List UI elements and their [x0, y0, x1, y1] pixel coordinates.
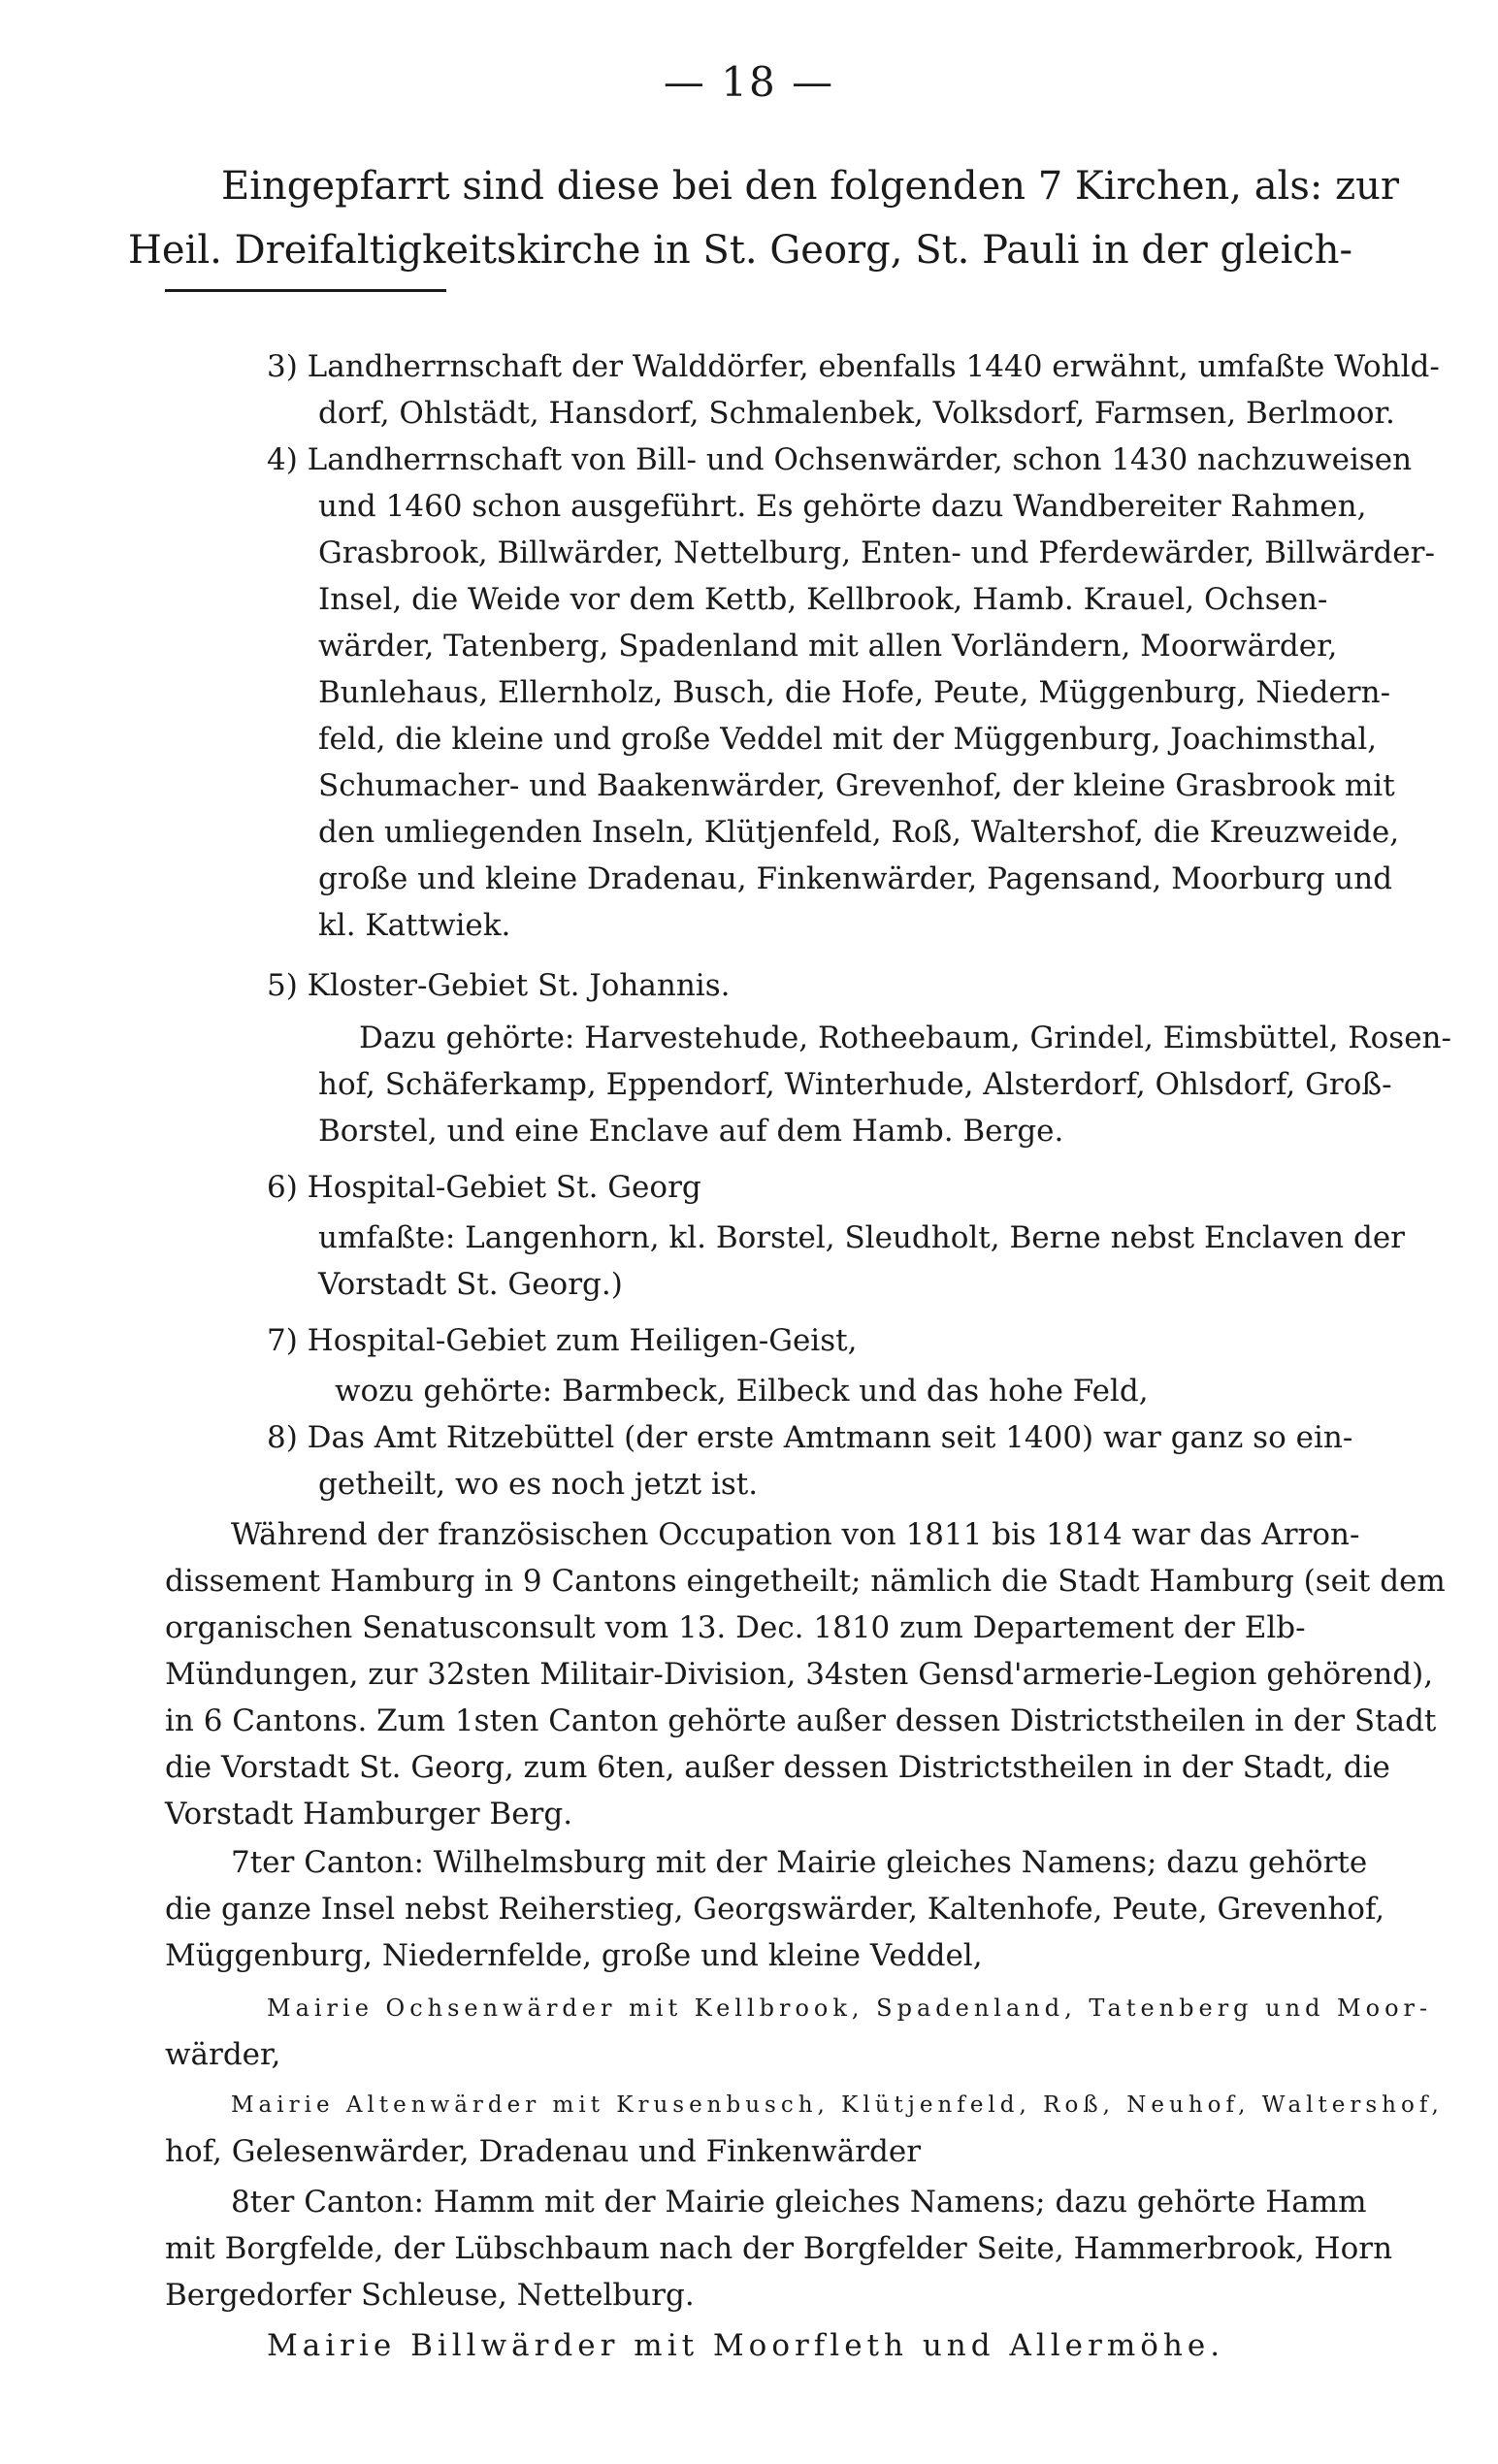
intro-line: Eingepfarrt sind diese bei den folgenden 7 Kirchen, als: zur	[221, 164, 1400, 209]
text-line: Grasbrook, Billwärder, Nettelburg, Enten- und Pferdewärder, Billwärder-	[318, 535, 1435, 570]
text-line: organischen Senatusconsult vom 13. Dec. 1810 zum Departement der Elb-	[165, 1610, 1306, 1645]
text-line: Insel, die Weide vor dem Kettb, Kellbrook, Hamb. Krauel, Ochsen-	[318, 582, 1328, 617]
text-line: 8) Das Amt Ritzebüttel (der erste Amtmann seit 1400) war ganz so ein-	[267, 1420, 1353, 1455]
text-line: hof, Gelesenwärder, Dradenau und Finkenwärder	[165, 2134, 922, 2169]
text-line: Müggenburg, Niedernfelde, große und kleine Veddel,	[165, 1938, 983, 1973]
text-line: Mairie Ochsenwärder mit Kellbrook, Spadenland, Tatenberg und Moor-	[267, 1994, 1433, 2022]
text-line: Bergedorfer Schleuse, Nettelburg.	[165, 2278, 695, 2313]
text-line: 8ter Canton: Hamm mit der Mairie gleiches Namens; dazu gehörte Hamm	[231, 2185, 1367, 2220]
text-line: den umliegenden Inseln, Klütjenfeld, Roß, Waltershof, die Kreuzweide,	[318, 815, 1400, 850]
text-line: Vorstadt Hamburger Berg.	[165, 1797, 573, 1832]
text-line: in 6 Cantons. Zum 1sten Canton gehörte außer dessen Districtstheilen in der Stadt	[165, 1703, 1437, 1738]
text-line: 5) Kloster-Gebiet St. Johannis.	[267, 968, 731, 1003]
text-line: Mündungen, zur 32sten Militair-Division, 34sten Gensd'armerie-Legion gehörend),	[165, 1657, 1434, 1692]
text-line: Während der französischen Occupation von 1811 bis 1814 war das Arron-	[231, 1517, 1360, 1552]
text-line: hof, Schäferkamp, Eppendorf, Winterhude, Alsterdorf, Ohlsdorf, Groß-	[318, 1067, 1392, 1102]
text-line: Schumacher- und Baakenwärder, Grevenhof, der kleine Grasbrook mit	[318, 768, 1395, 803]
text-line: 7) Hospital-Gebiet zum Heiligen-Geist,	[267, 1323, 858, 1358]
text-line: 3) Landherrnschaft der Walddörfer, ebenfalls 1440 erwähnt, umfaßte Wohld-	[267, 349, 1440, 384]
text-line: Vorstadt St. Georg.)	[318, 1267, 623, 1302]
text-line: die Vorstadt St. Georg, zum 6ten, außer dessen Districtstheilen in der Stadt, die	[165, 1750, 1390, 1785]
text-line: dorf, Ohlstädt, Hansdorf, Schmalenbek, Volksdorf, Farmsen, Berlmoor.	[318, 396, 1395, 431]
page-number: — 18 —	[663, 58, 835, 106]
text-line: feld, die kleine und große Veddel mit der Müggenburg, Joachimsthal,	[318, 722, 1378, 757]
text-line: umfaßte: Langenhorn, kl. Borstel, Sleudholt, Berne nebst Enclaven der	[318, 1220, 1405, 1255]
text-line: wärder, Tatenberg, Spadenland mit allen Vorländern, Moorwärder,	[318, 629, 1338, 664]
text-line: Bunlehaus, Ellernholz, Busch, die Hofe, Peute, Müggenburg, Niedern-	[318, 675, 1391, 710]
text-line: wozu gehörte: Barmbeck, Eilbeck und das hohe Feld,	[335, 1374, 1149, 1409]
section-divider	[165, 289, 446, 292]
text-line: große und kleine Dradenau, Finkenwärder, Pagensand, Moorburg und	[318, 861, 1393, 896]
text-line: getheilt, wo es noch jetzt ist.	[318, 1467, 759, 1502]
text-line: mit Borgfelde, der Lübschbaum nach der Borgfelder Seite, Hammerbrook, Horn	[165, 2231, 1393, 2266]
text-line: wärder,	[165, 2037, 281, 2072]
intro-line: Heil. Dreifaltigkeitskirche in St. Georg, St. Pauli in der gleich-	[128, 228, 1353, 273]
text-line: Dazu gehörte: Harvestehude, Rotheebaum, Grindel, Eimsbüttel, Rosen-	[359, 1021, 1451, 1055]
text-line: 4) Landherrnschaft von Bill- und Ochsenwärder, schon 1430 nachzuweisen	[267, 442, 1413, 477]
text-line: Mairie Altenwärder mit Krusenbusch, Klütjenfeld, Roß, Neuhof, Waltershof,	[231, 2092, 1444, 2118]
text-line: 7ter Canton: Wilhelmsburg mit der Mairie gleiches Namens; dazu gehörte	[231, 1845, 1368, 1880]
text-line: dissement Hamburg in 9 Cantons eingetheilt; nämlich die Stadt Hamburg (seit dem	[165, 1564, 1446, 1599]
text-line: und 1460 schon ausgeführt. Es gehörte dazu Wandbereiter Rahmen,	[318, 489, 1367, 524]
text-line: die ganze Insel nebst Reiherstieg, Georgswärder, Kaltenhofe, Peute, Grevenhof,	[165, 1892, 1385, 1927]
text-line: kl. Kattwiek.	[318, 908, 511, 943]
text-line: Mairie Billwärder mit Moorfleth und Allermöhe.	[267, 2328, 1225, 2363]
text-line: Borstel, und eine Enclave auf dem Hamb. Berge.	[318, 1114, 1064, 1149]
text-line: 6) Hospital-Gebiet St. Georg	[267, 1170, 701, 1205]
